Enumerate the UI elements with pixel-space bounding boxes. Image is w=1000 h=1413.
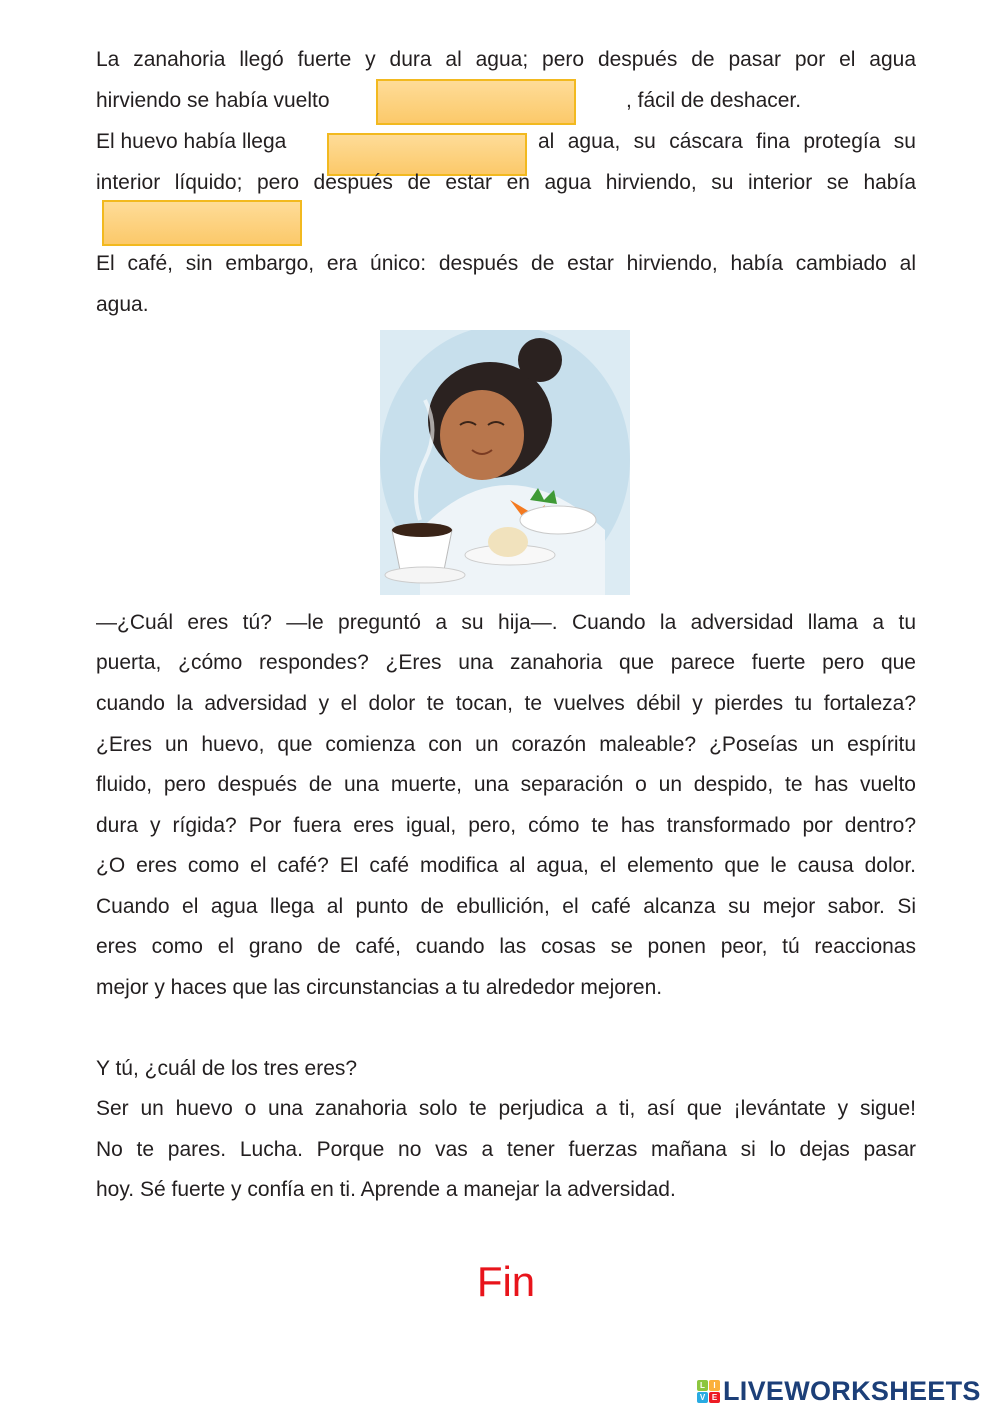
liveworksheets-logo (697, 1376, 981, 1407)
girl-coffee-egg-carrot-illustration (380, 330, 630, 595)
text-line: fluido, pero después de una muerte, una separación o un despido, te has vuelto (96, 773, 916, 796)
ending-title: Fin (476, 1258, 536, 1305)
logo-letter: I (709, 1380, 720, 1391)
logo-mark-icon (697, 1380, 720, 1403)
text-line: hirviendo se había vuelto (96, 89, 330, 112)
text-line: El café, sin embargo, era único: después de estar hirviendo, había cambiado al (96, 252, 916, 275)
logo-letter: V (697, 1392, 708, 1403)
text-line: interior líquido; pero después de estar en agua hirviendo, su interior se había (96, 171, 916, 194)
text-line: Y tú, ¿cuál de los tres eres? (96, 1057, 358, 1080)
text-line: El huevo había llega (96, 130, 287, 153)
text-line: cuando la adversidad y el dolor te tocan, te vuelves débil y pierdes tu fortaleza? (96, 692, 916, 715)
logo-letter: L (697, 1380, 708, 1391)
answer-blank-3[interactable] (102, 200, 302, 246)
text-line: Ser un huevo o una zanahoria solo te perjudica a ti, así que ¡levántate y sigue! (96, 1097, 916, 1120)
text-line: No te pares. Lucha. Porque no vas a tener fuerzas mañana si lo dejas pasar (96, 1138, 916, 1161)
logo-letter: E (709, 1392, 720, 1403)
text-line: agua. (96, 293, 149, 316)
text-line: dura y rígida? Por fuera eres igual, pero, cómo te has transformado por dentro? (96, 814, 916, 837)
text-line: Cuando el agua llega al punto de ebullición, el café alcanza su mejor sabor. Si (96, 895, 916, 918)
answer-blank-1[interactable] (376, 79, 576, 125)
text-line: hoy. Sé fuerte y confía en ti. Aprende a manejar la adversidad. (96, 1178, 676, 1201)
text-line: puerta, ¿cómo respondes? ¿Eres una zanahoria que parece fuerte pero que (96, 651, 916, 674)
text-line: , fácil de deshacer. (626, 89, 802, 112)
text-line: ¿Eres un huevo, que comienza con un corazón maleable? ¿Poseías un espíritu (96, 733, 916, 756)
text-line: eres como el grano de café, cuando las cosas se ponen peor, tú reaccionas (96, 935, 916, 958)
text-line: —¿Cuál eres tú? —le preguntó a su hija—. Cuando la adversidad llama a tu (96, 611, 916, 634)
logo-text: LIVEWORKSHEETS (723, 1376, 981, 1406)
text-line: mejor y haces que las circunstancias a tu alrededor mejoren. (96, 976, 663, 999)
text-line: ¿O eres como el café? El café modifica al agua, el elemento que le causa dolor. (96, 854, 916, 877)
text-line: al agua, su cáscara fina protegía su (538, 130, 916, 153)
text-line: La zanahoria llegó fuerte y dura al agua; pero después de pasar por el agua (96, 48, 916, 71)
